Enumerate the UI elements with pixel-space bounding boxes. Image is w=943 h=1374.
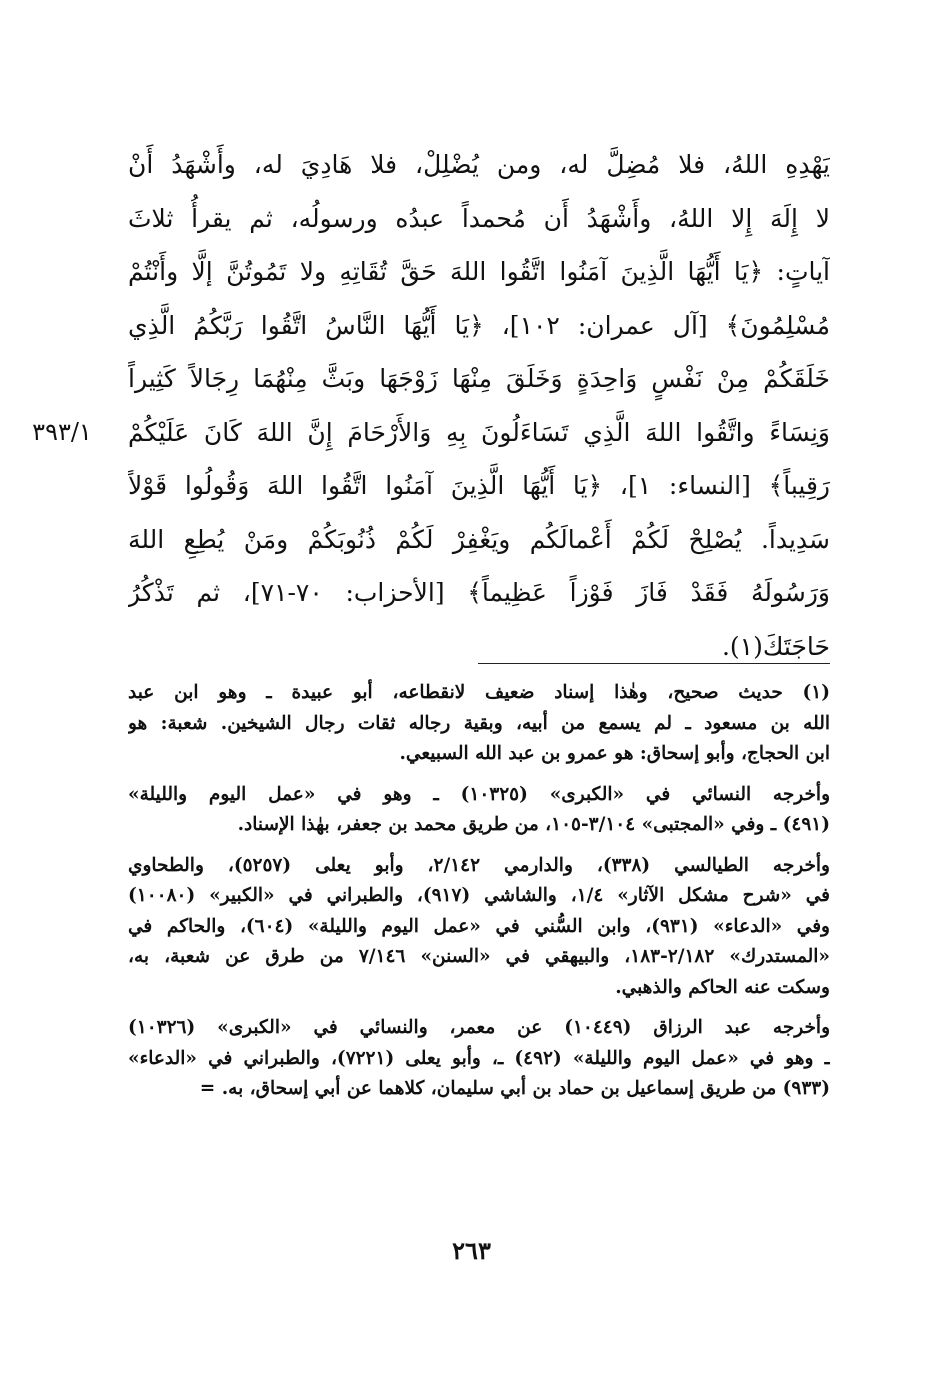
footnote-line: ابن الحجاج، وأبو إسحاق: هو عمرو بن عبد الله السبيعي.: [399, 743, 830, 764]
main-text-line: رَقِيباً﴾ [النساء: ١]، ﴿يَا أَيُّهَا الَّذِينَ آمَنُوا اتَّقُوا اللهَ وَقُولُوا قَوْلاً: [128, 471, 830, 500]
main-text-line: خَلَقَكُمْ مِنْ نَفْسٍ وَاحِدَةٍ وَخَلَقَ مِنْهَا زَوْجَهَا وبَثَّ مِنْهُمَا رِجَالاً كَثِيراً: [128, 364, 830, 393]
footnote-line: الله بن مسعود ـ لم يسمع من أبيه، وبقية رجاله ثقات رجال الشيخين. شعبة: هو: [128, 712, 830, 734]
footnote-line: وأخرجه الطيالسي (٣٣٨)، والدارمي ٢/١٤٢، وأبو يعلى (٥٢٥٧)، والطحاوي: [128, 854, 830, 876]
footnote-line: (٩٣٣) من طريق إسماعيل بن حماد بن أبي سليمان، كلاهما عن أبي إسحاق، به. =: [199, 1078, 830, 1099]
footnote-paragraph: [128, 1013, 830, 1105]
main-text: [128, 138, 830, 673]
footnote-line: وفي «الدعاء» (٩٣١)، وابن السُّني في «عمل اليوم والليلة» (٦٠٤)، والحاكم في: [128, 915, 830, 937]
main-text-line: مُسْلِمُونَ﴾ [آل عمران: ١٠٢]، ﴿يَا أَيُّهَا النَّاسُ اتَّقُوا رَبَّكُمُ الَّذِي: [128, 310, 830, 340]
footnote-line: (٤٩١) ـ وفي «المجتبى» ٣/١٠٤-١٠٥، من طريق محمد بن جعفر، بهٰذا الإسناد.: [237, 814, 830, 835]
footnote-line: «المستدرك» ٢/١٨٢-١٨٣، والبيهقي في «السنن» ٧/١٤٦ من طرق عن شعبة، به،: [128, 946, 830, 967]
main-text-line: سَدِيداً. يُصْلِحْ لَكُمْ أَعْمالَكُم ويَغْفِرْ لَكُمْ ذُنُوبَكُمْ ومَنْ يُطِعِ اللهَ: [128, 524, 830, 554]
footnote-line: وسكت عنه الحاكم والذهبي.: [615, 976, 830, 998]
main-text-line: آياتٍ: ﴿يَا أَيُّهَا الَّذِينَ آمَنُوا اتَّقُوا اللهَ حَقَّ تُقَاتِهِ ولا تَمُوتُنَّ إلَّا وأَنْتُمْ: [128, 257, 830, 286]
footnote-line: في «شرح مشكل الآثار» ١/٤، والشاشي (٩١٧)، والطبراني في «الكبير» (١٠٠٨٠): [128, 885, 830, 906]
main-text-line: وَنِسَاءً واتَّقُوا اللهَ الَّذِي تَسَاءَلُونَ بِهِ وَالأَرْحَامَ إِنَّ اللهَ كَانَ عَلَيْكُمْ: [128, 417, 830, 447]
footnote-separator: [478, 663, 830, 664]
margin-reference: ٣٩٣/١: [32, 418, 92, 446]
footnote-line: (١) حديث صحيح، وهٰذا إسناد ضعيف لانقطاعه، أبو عبيدة ـ وهو ابن عبد: [128, 682, 830, 703]
page-number: ٢٦٣: [452, 1236, 491, 1265]
main-text-line: لا إِلَهَ إِلا اللهُ، وأَشْهَدُ أَن مُحمداً عبدُه ورسولُه، ثم يقرأُ ثلاثَ: [128, 203, 830, 233]
main-text-line: يَهْدِهِ اللهُ، فلا مُضِلَّ له، ومن يُضْلِلْ، فلا هَادِيَ له، وأَشْهَدُ أَنْ: [128, 150, 830, 179]
main-text-line: حَاجَتَكَ(١).: [721, 631, 830, 661]
footnotes: [128, 678, 830, 1115]
footnote-line: وأخرجه النسائي في «الكبرى» (١٠٣٢٥) ـ وهو في «عمل اليوم والليلة»: [128, 783, 830, 805]
footnote-line: وأخرجه عبد الرزاق (١٠٤٤٩) عن معمر، والنسائي في «الكبرى» (١٠٣٢٦): [128, 1017, 830, 1038]
main-text-line: وَرَسُولَهُ فَقَدْ فَازَ فَوْزاً عَظِيماً﴾ [الأحزاب: ٧٠-٧١]، ثم تَذْكُرُ: [128, 578, 830, 607]
footnote-paragraph: [128, 678, 830, 770]
footnote-paragraph: [128, 851, 830, 1004]
footnote-paragraph: [128, 780, 830, 841]
footnote-line: ـ وهو في «عمل اليوم والليلة» (٤٩٢) ـ، وأبو يعلى (٧٢٢١)، والطبراني في «الدعاء»: [128, 1047, 830, 1069]
